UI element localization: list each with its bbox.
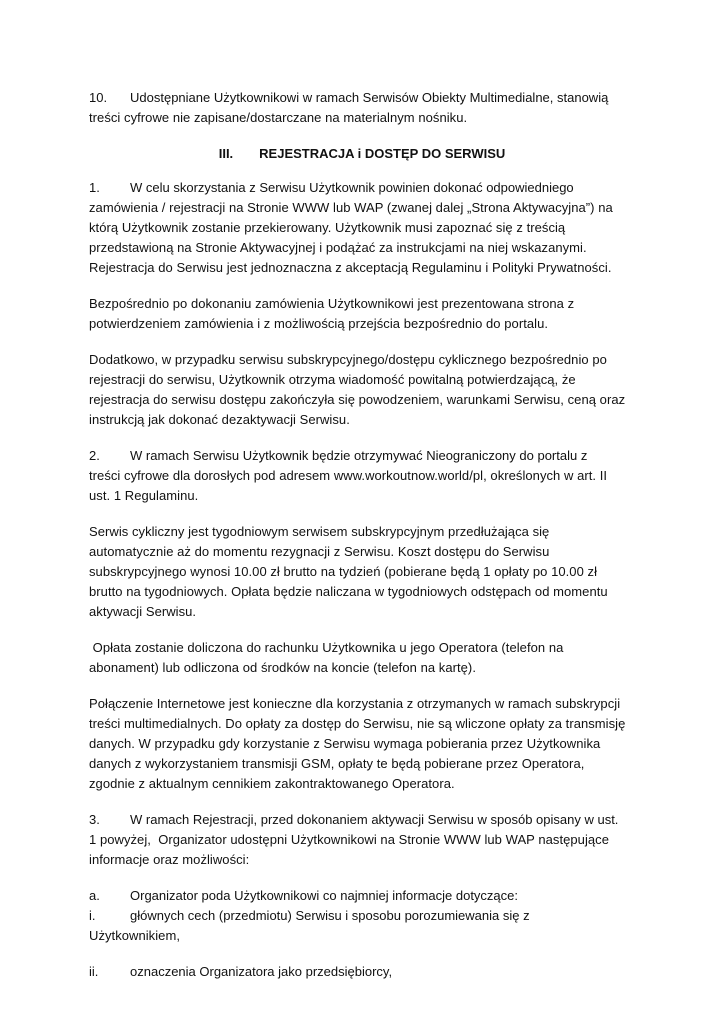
- paragraph-10-number: 10.: [89, 90, 108, 105]
- paragraph-1-line: W celu skorzystania z Serwisu Użytkownik powinien dokonać odpowiedniego: [130, 180, 574, 195]
- section-heading: [0, 144, 724, 164]
- paragraph-polaczenie-line: danych z wykorzystaniem transmisji GSM, opłaty te będą pobierane przez Operatora,: [89, 756, 585, 771]
- paragraph-polaczenie-line: zgodnie z aktualnym cennikiem zakontraktowanego Operatora.: [89, 776, 455, 791]
- paragraph-3-line: 1 powyżej, Organizator udostępni Użytkownikowi na Stronie WWW lub WAP następujące: [89, 832, 609, 847]
- item-i-line: Użytkownikiem,: [89, 928, 180, 943]
- paragraph-polaczenie-line: treści multimedialnych. Do opłaty za dostęp do Serwisu, nie są wliczone opłaty za transmisję: [89, 716, 626, 731]
- paragraph-2-line: W ramach Serwisu Użytkownik będzie otrzymywać Nieograniczony do portalu z: [130, 448, 588, 463]
- item-i-marker: i.: [89, 908, 96, 923]
- paragraph-polaczenie-line: Połączenie Internetowe jest konieczne dla korzystania z otrzymanych w ramach subskrypcji: [89, 696, 621, 711]
- paragraph-dodatkowo-line: Dodatkowo, w przypadku serwisu subskrypcyjnego/dostępu cyklicznego bezpośrednio po: [89, 352, 607, 367]
- paragraph-dodatkowo-line: rejestracja do serwisu dostępu zakończyła się powodzeniem, warunkami Serwisu, ceną oraz: [89, 392, 626, 407]
- paragraph-bezposrednio-line: potwierdzeniem zamówienia i z możliwością przejścia bezpośrednio do portalu.: [89, 316, 549, 331]
- item-a-text: Organizator poda Użytkownikowi co najmniej informacje dotyczące:: [130, 888, 519, 903]
- paragraph-oplata-line: Opłata zostanie doliczona do rachunku Użytkownika u jego Operatora (telefon na: [89, 640, 564, 655]
- item-ii-text: oznaczenia Organizatora jako przedsiębiorcy,: [130, 964, 393, 979]
- paragraph-polaczenie-line: danych. W przypadku gdy korzystanie z Serwisu wymaga pobierania przez Użytkownika: [89, 736, 601, 751]
- paragraph-3-line: informacje oraz możliwości:: [89, 852, 250, 867]
- section-title: REJESTRACJA i DOSTĘP DO SERWISU: [259, 146, 506, 161]
- paragraph-dodatkowo-line: instrukcją jak dokonać dezaktywacji Serwisu.: [89, 412, 350, 427]
- paragraph-oplata-line: abonament) lub odliczona od środków na koncie (telefon na kartę).: [89, 660, 476, 675]
- paragraph-bezposrednio-line: Bezpośrednio po dokonaniu zamówienia Użytkownikowi jest prezentowana strona z: [89, 296, 575, 311]
- item-a-marker: a.: [89, 888, 100, 903]
- paragraph-serwis-line: automatycznie aż do momentu rezygnacji z Serwisu. Koszt dostępu do Serwisu: [89, 544, 550, 559]
- paragraph-serwis-line: Serwis cykliczny jest tygodniowym serwisem subskrypcyjnym przedłużająca się: [89, 524, 550, 539]
- paragraph-1-line: przedstawioną na Stronie Aktywacyjnej i podążać za instrukcjami na niej wskazanymi.: [89, 240, 587, 255]
- paragraph-1-line: którą Użytkownik zostanie przekierowany. Użytkownik musi zapoznać się z treścią: [89, 220, 566, 235]
- paragraph-serwis-line: aktywacji Serwisu.: [89, 604, 197, 619]
- item-ii-marker: ii.: [89, 964, 99, 979]
- paragraph-2-line: treści cyfrowe dla dorosłych pod adresem www.workoutnow.world/pl, określonych w art. II: [89, 468, 608, 483]
- item-i-line: głównych cech (przedmiotu) Serwisu i sposobu porozumiewania się z: [130, 908, 530, 923]
- paragraph-serwis-line: subskrypcyjnego wynosi 10.00 zł brutto na tydzień (pobierane będą 1 opłaty po 10.00 zł: [89, 564, 598, 579]
- paragraph-dodatkowo-line: rejestracji do serwisu, Użytkownik otrzyma wiadomość powitalną potwierdzającą, że: [89, 372, 576, 387]
- section-number: III.: [218, 146, 234, 161]
- paragraph-3-line: W ramach Rejestracji, przed dokonaniem aktywacji Serwisu w sposób opisany w ust.: [130, 812, 619, 827]
- paragraph-1-line: Rejestracja do Serwisu jest jednoznaczna z akceptacją Regulaminu i Polityki Prywatności.: [89, 260, 612, 275]
- paragraph-2-number: 2.: [89, 448, 100, 463]
- paragraph-1-line: zamówienia / rejestracji na Stronie WWW lub WAP (zwanej dalej „Strona Aktywacyjna”) na: [89, 200, 613, 215]
- paragraph-10-line: treści cyfrowe nie zapisane/dostarczane na materialnym nośniku.: [89, 110, 468, 125]
- paragraph-3-number: 3.: [89, 812, 100, 827]
- paragraph-10-line: Udostępniane Użytkownikowi w ramach Serwisów Obiekty Multimedialne, stanowią: [130, 90, 609, 105]
- paragraph-1-number: 1.: [89, 180, 100, 195]
- paragraph-serwis-line: brutto na tygodniowych. Opłata będzie naliczana w tygodniowych odstępach od momentu: [89, 584, 608, 599]
- paragraph-2-line: ust. 1 Regulaminu.: [89, 488, 199, 503]
